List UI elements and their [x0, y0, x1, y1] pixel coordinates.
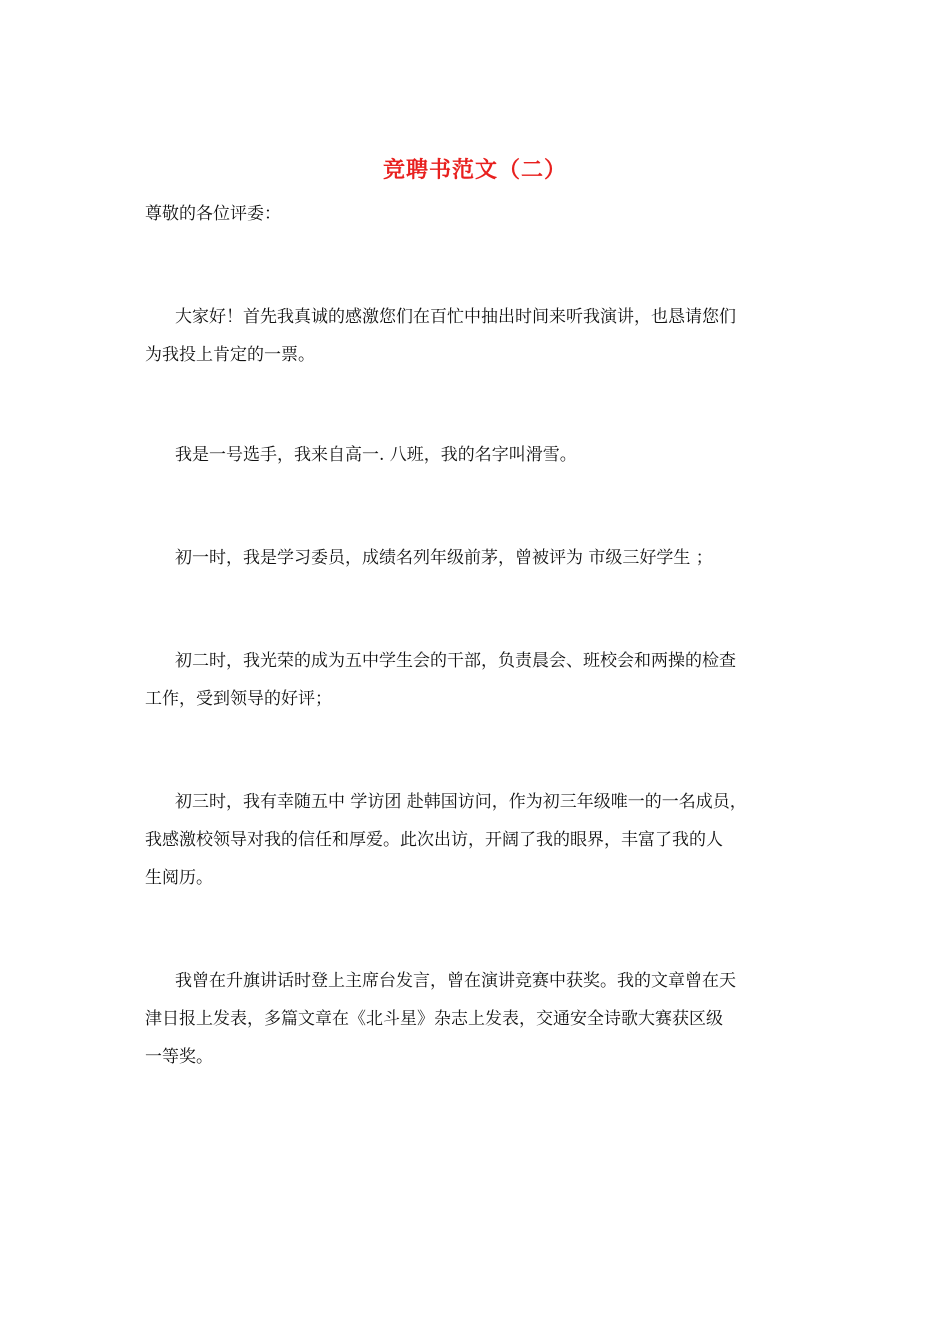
document-title: 竞聘书范文（二）	[382, 157, 567, 183]
paragraph-grade-two	[145, 642, 815, 718]
paragraph-achievements	[145, 962, 815, 1076]
paragraph-introduction	[145, 436, 815, 474]
paragraph-line: 我是一号选手，我来自高一. 八班，我的名字叫滑雪。	[175, 445, 577, 465]
paragraph-grade-three	[145, 783, 815, 897]
paragraph-line: 生阅历。	[145, 868, 213, 888]
paragraph-line: 初二时，我光荣的成为五中学生会的干部，负责晨会、班校会和两操的检查	[175, 651, 736, 671]
paragraph-line: 津日报上发表，多篇文章在《北斗星》杂志上发表，交通安全诗歌大赛获区级	[145, 1009, 723, 1029]
paragraph-line: 大家好！首先我真诚的感激您们在百忙中抽出时间来听我演讲，也恳请您们	[175, 307, 736, 327]
paragraph-line: 初一时，我是学习委员，成绩名列年级前茅，曾被评为 市级三好学生 ；	[175, 548, 713, 568]
paragraph-line: 我感激校领导对我的信任和厚爱。此次出访，开阔了我的眼界，丰富了我的人	[145, 830, 723, 850]
paragraph-line: 工作，受到领导的好评；	[145, 689, 332, 709]
paragraph-line: 一等奖。	[145, 1047, 213, 1067]
paragraph-line: 为我投上肯定的一票。	[145, 345, 315, 365]
paragraph-line: 初三时，我有幸随五中 学访团 赴韩国访问，作为初三年级唯一的一名成员，	[175, 792, 747, 812]
paragraph-grade-one	[145, 539, 815, 577]
paragraph-line: 我曾在升旗讲话时登上主席台发言，曾在演讲竞赛中获奖。我的文章曾在天	[175, 971, 736, 991]
salutation: 尊敬的各位评委：	[145, 204, 281, 224]
paragraph-greeting	[145, 298, 815, 374]
